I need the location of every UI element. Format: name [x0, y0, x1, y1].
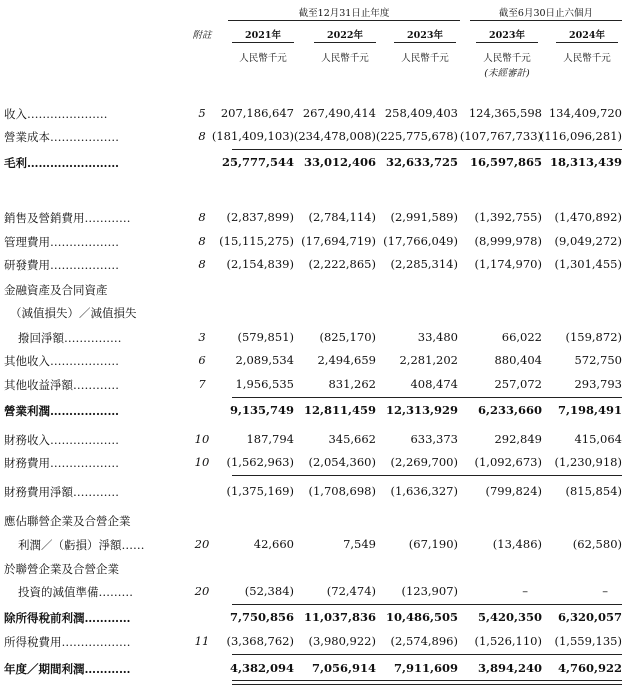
row-label: 財務收入……………… — [4, 433, 119, 447]
cell-2024-6m: (159,872) — [565, 330, 622, 344]
cell-2021: 9,135,749 — [229, 403, 294, 417]
cell-2023: (17,766,049) — [383, 234, 458, 248]
row-label: 財務費用……………… — [4, 456, 119, 470]
row-note: 11 — [194, 634, 210, 648]
cell-2023-6m: 257,072 — [494, 377, 542, 391]
cell-2021: (2,154,839) — [226, 257, 294, 271]
cell-2024-6m: (116,096,281) — [539, 129, 622, 143]
cell-2021: 7,750,856 — [229, 610, 294, 624]
unit-2022: 人民幣千元 — [321, 53, 369, 64]
cell-2024-6m: 293,793 — [574, 377, 622, 391]
cell-2022: 267,490,414 — [302, 106, 376, 120]
unit-2023: 人民幣千元 — [401, 53, 449, 64]
row-label: 財務費用淨額………… — [4, 485, 119, 499]
unaudited-note: (未經審計) — [484, 68, 530, 79]
row-label: 管理費用……………… — [4, 235, 119, 249]
cell-2023-6m: 880,404 — [494, 353, 542, 367]
row-note: 8 — [198, 210, 206, 224]
cell-2023-6m: (107,767,733) — [459, 129, 542, 143]
row-revenue — [0, 106, 628, 126]
note-column-header: 附註 — [192, 30, 212, 41]
row-other-income — [0, 353, 628, 373]
subtotal-rule — [232, 604, 622, 605]
unit-2023-6m: 人民幣千元 — [483, 53, 531, 64]
row-label: 除所得稅前利潤………… — [4, 611, 131, 625]
cell-2021: (181,409,103) — [211, 129, 294, 143]
cell-2021: (52,384) — [244, 584, 294, 598]
cell-2023-6m: 6,233,660 — [477, 403, 542, 417]
cell-2021: 2,089,534 — [235, 353, 294, 367]
cell-2023: (2,991,589) — [390, 210, 458, 224]
unit-2021: 人民幣千元 — [239, 53, 287, 64]
cell-2022: (2,054,360) — [308, 455, 376, 469]
row-share-of-results-heading — [0, 513, 628, 533]
cell-2024-6m: (1,301,455) — [554, 257, 622, 271]
cell-2021: 187,794 — [246, 432, 294, 446]
year-header-2023-6m: 2023年 — [489, 30, 525, 41]
row-label: 其他收益淨額………… — [4, 378, 119, 392]
cell-2023: 258,409,403 — [384, 106, 458, 120]
cell-2022: (234,478,008) — [293, 129, 376, 143]
cell-2024-6m: (1,559,135) — [554, 634, 622, 648]
cell-2023: 7,911,609 — [393, 661, 458, 675]
cell-2022: (2,784,114) — [308, 210, 376, 224]
cell-2024-6m: 4,760,922 — [557, 661, 622, 675]
cell-2023: (225,775,678) — [375, 129, 458, 143]
row-operating-profit — [0, 403, 628, 423]
row-label: 應佔聯營企業及合營企業 — [4, 514, 131, 528]
cell-2023: 408,474 — [410, 377, 458, 391]
cell-2022: (1,708,698) — [308, 484, 376, 498]
cell-2023-6m: 5,420,350 — [477, 610, 542, 624]
group-header-fy: 截至12月31日止年度 — [298, 8, 390, 19]
cell-2024-6m: (815,854) — [565, 484, 622, 498]
row-note: 10 — [194, 455, 210, 469]
row-label: 年度／期間利潤………… — [4, 662, 131, 676]
row-note: 20 — [194, 537, 210, 551]
row-label: 其他收入……………… — [4, 354, 119, 368]
cell-2024-6m: 18,313,439 — [549, 155, 622, 169]
cell-2023-6m: (1,174,970) — [474, 257, 542, 271]
cell-2023: (123,907) — [401, 584, 458, 598]
row-note: 3 — [198, 330, 206, 344]
cell-2021: (1,562,963) — [226, 455, 294, 469]
row-finance-income — [0, 432, 628, 452]
cell-2022: 12,811,459 — [303, 403, 376, 417]
row-label: 收入………………… — [4, 107, 108, 121]
cell-2022: 33,012,406 — [303, 155, 376, 169]
cell-2023-6m: – — [522, 584, 528, 598]
cell-2022: 345,662 — [328, 432, 376, 446]
cell-2023-6m: (1,092,673) — [474, 455, 542, 469]
cell-2023: (2,269,700) — [390, 455, 458, 469]
row-label: 營業成本……………… — [4, 130, 119, 144]
cell-2023-6m: 292,849 — [494, 432, 542, 446]
cell-2023: (2,285,314) — [390, 257, 458, 271]
cell-2023-6m: (1,392,755) — [474, 210, 542, 224]
cell-2021: 42,660 — [253, 537, 294, 551]
year-rule-2024-6m — [556, 42, 618, 43]
row-impairment-heading-1 — [0, 282, 628, 302]
row-label: 利潤／（虧損）淨額…… — [18, 538, 145, 552]
year-header-2023: 2023年 — [407, 30, 443, 41]
cell-2021: 207,186,647 — [220, 106, 294, 120]
cell-2022: (3,980,922) — [308, 634, 376, 648]
row-impairment-investments — [0, 584, 628, 604]
row-note: 5 — [198, 106, 206, 120]
cell-2024-6m: (1,470,892) — [554, 210, 622, 224]
subtotal-rule — [232, 475, 622, 476]
row-note: 8 — [198, 257, 206, 271]
row-impairment-investments-heading — [0, 561, 628, 581]
cell-2022: 11,037,836 — [303, 610, 376, 624]
cell-2021: (15,115,275) — [219, 234, 294, 248]
unit-2024-6m: 人民幣千元 — [563, 53, 611, 64]
cell-2023: 33,480 — [417, 330, 458, 344]
cell-2024-6m: 134,409,720 — [548, 106, 622, 120]
cell-2022: (2,222,865) — [308, 257, 376, 271]
row-admin-expenses — [0, 234, 628, 254]
row-note: 6 — [198, 353, 206, 367]
group-rule-6m — [470, 20, 622, 21]
row-label: （減值損失）／減值損失 — [10, 306, 137, 320]
cell-2024-6m: (62,580) — [572, 537, 622, 551]
cell-2022: 2,494,659 — [317, 353, 376, 367]
subtotal-rule — [232, 397, 622, 398]
row-gross-profit — [0, 155, 628, 175]
cell-2023: 633,373 — [410, 432, 458, 446]
cell-2024-6m: 7,198,491 — [557, 403, 622, 417]
total-double-rule — [232, 680, 622, 685]
row-label: 營業利潤……………… — [4, 404, 119, 418]
cell-2022: (825,170) — [319, 330, 376, 344]
row-rnd-expenses — [0, 257, 628, 277]
cell-2021: 4,382,094 — [229, 661, 294, 675]
cell-2022: 7,549 — [343, 537, 376, 551]
row-label: 銷售及營銷費用………… — [4, 211, 131, 225]
row-income-tax — [0, 634, 628, 654]
cell-2023: 2,281,202 — [399, 353, 458, 367]
cell-2023-6m: 16,597,865 — [469, 155, 542, 169]
row-profit-before-tax — [0, 610, 628, 630]
cell-2023-6m: 66,022 — [501, 330, 542, 344]
cell-2024-6m: (9,049,272) — [554, 234, 622, 248]
cell-2021: 1,956,535 — [235, 377, 294, 391]
group-rule-fy — [228, 20, 460, 21]
row-note: 10 — [194, 432, 210, 446]
year-rule-2023-6m — [476, 42, 538, 43]
row-note: 20 — [194, 584, 210, 598]
year-rule-2021 — [232, 42, 294, 43]
row-selling-expenses — [0, 210, 628, 230]
cell-2023-6m: 3,894,240 — [477, 661, 542, 675]
cell-2023-6m: (13,486) — [492, 537, 542, 551]
row-label: 撥回淨額…………… — [18, 331, 122, 345]
cell-2023-6m: (1,526,110) — [474, 634, 542, 648]
row-label: 金融資產及合同資產 — [4, 283, 108, 297]
row-finance-costs — [0, 455, 628, 475]
cell-2024-6m: 572,750 — [574, 353, 622, 367]
cell-2023: (67,190) — [408, 537, 458, 551]
cell-2023-6m: (8,999,978) — [474, 234, 542, 248]
cell-2023: 10,486,505 — [385, 610, 458, 624]
cell-2023-6m: (799,824) — [485, 484, 542, 498]
row-note: 8 — [198, 129, 206, 143]
row-impairment-heading-2 — [0, 305, 628, 325]
row-note: 8 — [198, 234, 206, 248]
cell-2024-6m: 415,064 — [574, 432, 622, 446]
row-net-finance-costs — [0, 484, 628, 504]
cell-2023: (1,636,327) — [390, 484, 458, 498]
cell-2021: (579,851) — [237, 330, 294, 344]
row-label: 於聯營企業及合營企業 — [4, 562, 119, 576]
row-label: 研發費用……………… — [4, 258, 119, 272]
row-profit-for-period — [0, 661, 628, 681]
cell-2021: (3,368,762) — [226, 634, 294, 648]
cell-2024-6m: (1,230,918) — [554, 455, 622, 469]
year-header-2024-6m: 2024年 — [569, 30, 605, 41]
cell-2022: 831,262 — [328, 377, 376, 391]
subtotal-rule — [232, 654, 622, 655]
cell-2023-6m: 124,365,598 — [468, 106, 542, 120]
row-impairment-net — [0, 330, 628, 350]
row-cost-of-revenue — [0, 129, 628, 149]
cell-2023: 32,633,725 — [385, 155, 458, 169]
cell-2023: 12,313,929 — [385, 403, 458, 417]
row-other-gains — [0, 377, 628, 397]
cell-2022: (17,694,719) — [301, 234, 376, 248]
cell-2021: (2,837,899) — [226, 210, 294, 224]
row-label: 毛利…………………… — [4, 156, 119, 170]
subtotal-rule — [232, 149, 622, 150]
cell-2022: (72,474) — [326, 584, 376, 598]
row-note: 7 — [198, 377, 206, 391]
cell-2024-6m: 6,320,057 — [557, 610, 622, 624]
cell-2021: 25,777,544 — [221, 155, 294, 169]
row-share-of-results — [0, 537, 628, 557]
cell-2022: 7,056,914 — [311, 661, 376, 675]
group-header-6m: 截至6月30日止六個月 — [498, 8, 594, 19]
year-header-2022: 2022年 — [327, 30, 363, 41]
row-label: 投資的減值準備……… — [18, 585, 133, 599]
year-rule-2022 — [314, 42, 376, 43]
year-header-2021: 2021年 — [245, 30, 281, 41]
cell-2023: (2,574,896) — [390, 634, 458, 648]
cell-2021: (1,375,169) — [226, 484, 294, 498]
row-label: 所得稅費用……………… — [4, 635, 131, 649]
year-rule-2023 — [394, 42, 456, 43]
cell-2024-6m: – — [602, 584, 608, 598]
